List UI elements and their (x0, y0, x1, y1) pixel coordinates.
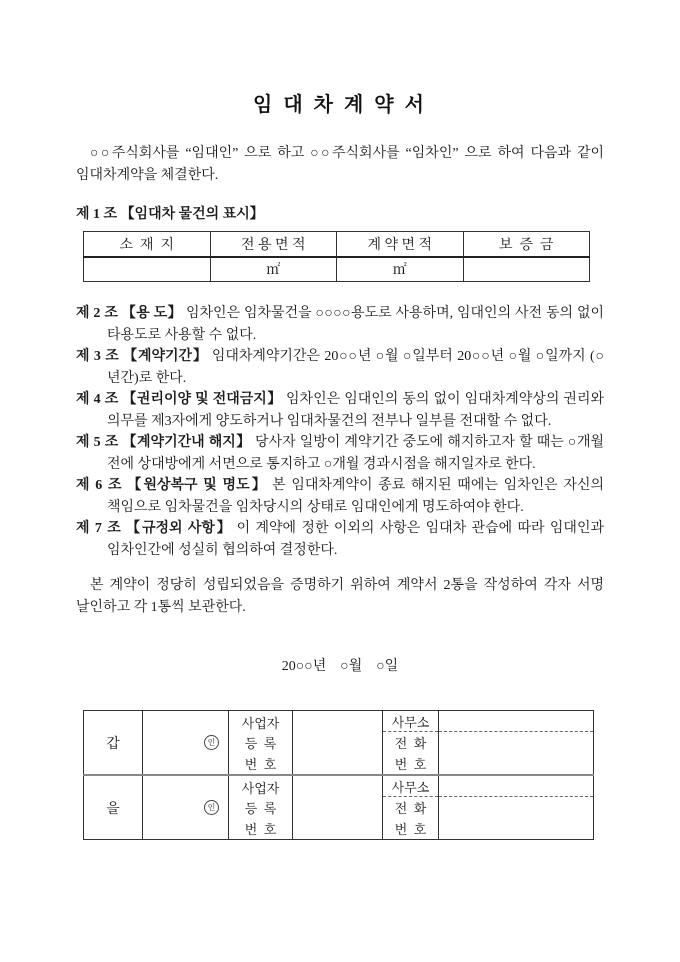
party-a-signature-cell[interactable] (143, 711, 229, 776)
party-a-reg-number-field[interactable] (293, 711, 383, 776)
reg-label-line: 등 록 (244, 736, 277, 751)
party-a-reg-label (229, 711, 293, 776)
party-a-row (84, 711, 594, 776)
phone-label-line: 번 호 (394, 756, 427, 772)
party-a-office-phone-labels (383, 711, 439, 776)
party-b-reg-number-field[interactable] (293, 775, 383, 840)
article-3-label: 제 3 조 【계약기간】 (76, 349, 208, 364)
article-1-heading: 제 1 조 【임대차 물건의 표시】 (76, 207, 264, 222)
reg-label-line: 사업자 (241, 715, 280, 731)
col-header-exclusive-area: 전 용 면 적 (210, 232, 337, 257)
closing-paragraph: 본 계약이 정당히 성립되었음을 증명하기 위하여 계약서 2통을 작성하여 각자 서명 날인하고 각 1통씩 보관한다. (76, 578, 604, 615)
deposit-field[interactable] (463, 257, 590, 282)
article-7-body: 이 계약에 정한 이외의 사항은 임대차 관습에 따라 임대인과 임차인간에 성실히 협의하여 결정한다. (107, 521, 604, 558)
party-b-reg-label (229, 775, 293, 840)
party-a-phone-field[interactable] (439, 732, 593, 774)
reg-label-line: 번 호 (244, 756, 277, 772)
article-5-label: 제 5 조 【계약기간내 해지】 (76, 435, 252, 450)
article-4-body: 임차인은 임대인의 동의 없이 임대차계약상의 권리와 의무를 제3자에게 양도하거나 임대차물건의 전부나 일부를 전대할 수 없다. (107, 392, 605, 429)
party-b-row (84, 775, 594, 840)
party-b-signature-cell[interactable] (143, 775, 229, 840)
seal-char: 인 (207, 737, 216, 747)
phone-label-line: 전 화 (394, 736, 427, 752)
article-5-body: 당사자 일방이 계약기간 중도에 해지하고자 할 때는 ○개월 전에 상대방에게 서면으로 통지하고 ○개월 경과시점을 해지일자로 한다. (107, 435, 604, 472)
article-7-paragraph (76, 518, 604, 561)
party-a-office-field[interactable] (439, 711, 593, 732)
article-7-label: 제 7 조 【규정외 사항】 (76, 521, 233, 536)
intro-paragraph: ○○주식회사를 “임대인” 으로 하고 ○○주식회사를 “임차인” 으로 하여 다음과 같이 임대차계약을 체결한다. (76, 146, 604, 183)
col-header-contract-area: 계 약 면 적 (337, 232, 464, 257)
property-table-value-row (84, 257, 590, 282)
office-label: 사무소 (383, 711, 438, 732)
party-b-office-field[interactable] (439, 776, 593, 797)
col-header-deposit: 보 증 금 (463, 232, 590, 257)
reg-label-line: 등 록 (244, 801, 277, 816)
reg-label-line: 사업자 (241, 780, 280, 796)
property-table (83, 231, 590, 282)
articles-section (76, 303, 604, 561)
exclusive-area-field[interactable]: ㎡ (210, 257, 337, 282)
col-header-location: 소 재 지 (84, 232, 211, 257)
signature-table (83, 710, 594, 840)
seal-stamp-icon (204, 735, 219, 750)
article-2-label: 제 2 조 【용 도】 (76, 306, 182, 321)
article-5-paragraph (76, 432, 604, 475)
location-field[interactable] (84, 257, 211, 282)
office-label: 사무소 (383, 776, 438, 797)
phone-label-line: 전 화 (394, 801, 427, 817)
article-3-paragraph (76, 346, 604, 389)
party-b-office-phone-labels (383, 775, 439, 840)
article-2-paragraph (76, 303, 604, 346)
article-6-body: 본 임대차계약이 종료 해지된 때에는 임차인은 자신의 책임으로 임차물건을 임차당시의 상태로 임대인에게 명도하여야 한다. (107, 478, 604, 515)
phone-label-line: 번 호 (394, 821, 427, 837)
reg-label-line: 번 호 (244, 821, 277, 837)
party-b-name: 을 (84, 775, 143, 840)
document-title: 임 대 차 계 약 서 (253, 94, 427, 116)
article-4-paragraph (76, 389, 604, 432)
article-4-label: 제 4 조 【권리이양 및 전대금지】 (76, 392, 283, 407)
seal-stamp-icon (204, 800, 219, 815)
contract-area-field[interactable]: ㎡ (337, 257, 464, 282)
article-6-paragraph (76, 475, 604, 518)
party-b-office-phone-fields (439, 775, 594, 840)
property-table-header-row (84, 232, 590, 257)
seal-char: 인 (207, 802, 216, 812)
date-line: 20○○년 ○월 ○일 (281, 659, 399, 674)
party-b-phone-field[interactable] (439, 797, 593, 839)
article-3-body: 임대차계약기간은 20○○년 ○월 ○일부터 20○○년 ○월 ○일까지 (○년간)로 한다. (107, 349, 604, 386)
article-6-label: 제 6 조 【원상복구 및 명도】 (76, 478, 269, 493)
party-a-name: 갑 (84, 711, 143, 776)
article-2-body: 임차인은 임차물건을 ○○○○용도로 사용하며, 임대인의 사전 동의 없이 타용도로 사용할 수 없다. (107, 306, 604, 343)
party-a-office-phone-fields (439, 711, 594, 776)
